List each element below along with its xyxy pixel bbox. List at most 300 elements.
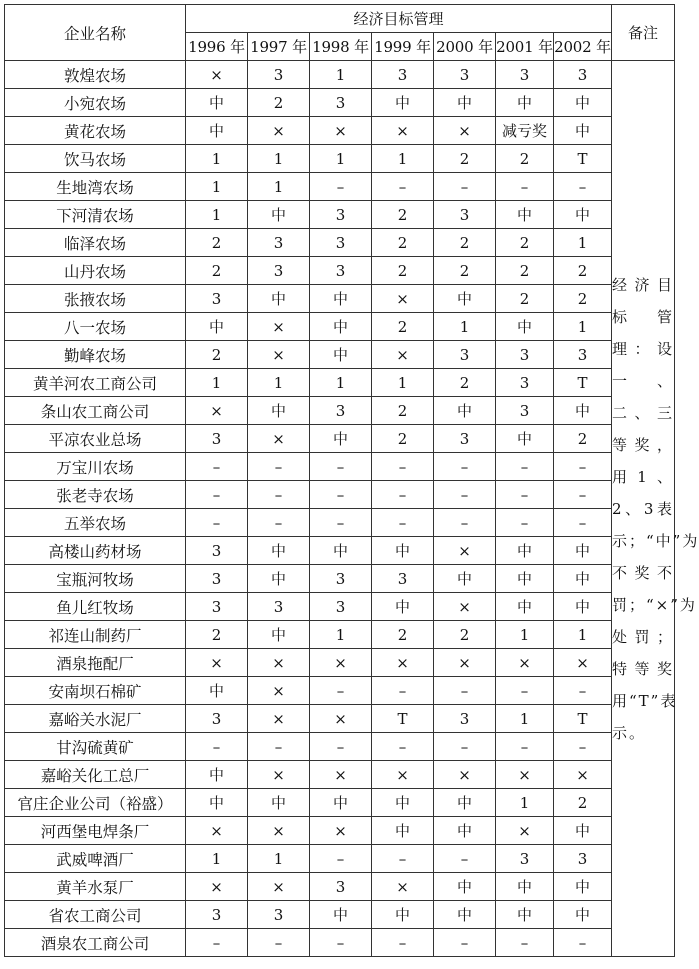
rating-cell: × [310,649,372,677]
rating-cell: 3 [186,285,248,313]
rating-cell: 1 [310,621,372,649]
rating-cell: 中 [496,901,554,929]
rating-cell: 中 [554,89,612,117]
company-name-cell: 张老寺农场 [5,481,186,509]
rating-cell: 3 [554,341,612,369]
rating-cell: – [186,929,248,957]
rating-cell: – [310,173,372,201]
rating-cell: × [248,117,310,145]
rating-cell: × [310,817,372,845]
rating-cell: 中 [496,201,554,229]
rating-cell: – [434,929,496,957]
rating-cell: 2 [186,257,248,285]
rating-cell: – [434,173,496,201]
rating-cell: 2 [248,89,310,117]
rating-cell: × [496,817,554,845]
company-name-cell: 甘沟硫黄矿 [5,733,186,761]
rating-cell: – [554,481,612,509]
header-remark: 备注 [612,5,675,61]
rating-cell: 中 [310,341,372,369]
rating-cell: 3 [434,425,496,453]
table-row [5,621,675,649]
header-company-name: 企业名称 [5,5,186,61]
rating-cell: × [248,677,310,705]
table-row [5,89,675,117]
company-name-cell: 饮马农场 [5,145,186,173]
rating-cell: 中 [434,873,496,901]
rating-cell: – [310,733,372,761]
company-name-cell: 平凉农业总场 [5,425,186,453]
company-name-cell: 条山农工商公司 [5,397,186,425]
rating-cell: 1 [186,145,248,173]
rating-cell: × [248,705,310,733]
rating-cell: – [372,929,434,957]
rating-cell: 2 [496,145,554,173]
rating-cell: 中 [186,677,248,705]
rating-cell: – [554,677,612,705]
rating-cell: 中 [434,901,496,929]
table-row [5,145,675,173]
rating-cell: 中 [372,89,434,117]
header-year-0: 1996 年 [186,33,248,61]
rating-cell: 3 [186,705,248,733]
company-name-cell: 安南坝石棉矿 [5,677,186,705]
rating-cell: 1 [186,201,248,229]
table-row [5,649,675,677]
rating-cell: T [554,369,612,397]
rating-cell: – [554,929,612,957]
rating-cell: 3 [434,705,496,733]
rating-cell: T [554,145,612,173]
rating-cell: 3 [186,901,248,929]
rating-cell: 中 [496,89,554,117]
rating-cell: 3 [248,901,310,929]
rating-cell: 3 [496,61,554,89]
table-row [5,677,675,705]
company-name-cell: 下河清农场 [5,201,186,229]
rating-cell: 3 [248,61,310,89]
rating-cell: 1 [310,145,372,173]
remark-cell [612,61,699,957]
rating-cell: 3 [372,565,434,593]
rating-cell: × [496,761,554,789]
company-name-cell: 临泽农场 [5,229,186,257]
rating-cell: 中 [554,537,612,565]
rating-cell: × [248,817,310,845]
rating-cell: 3 [310,873,372,901]
rating-cell: 2 [434,229,496,257]
rating-cell: 中 [248,565,310,593]
company-name-cell: 省农工商公司 [5,901,186,929]
company-name-cell: 宝瓶河牧场 [5,565,186,593]
company-name-cell: 鱼儿红牧场 [5,593,186,621]
rating-cell: 1 [248,369,310,397]
rating-cell: – [310,929,372,957]
rating-cell: 1 [496,789,554,817]
rating-cell: – [434,733,496,761]
rating-cell: – [248,733,310,761]
header-year-1: 1997 年 [248,33,310,61]
table-row [5,173,675,201]
rating-cell: 3 [554,845,612,873]
rating-cell: – [496,733,554,761]
rating-cell: 中 [248,789,310,817]
rating-cell: 中 [554,593,612,621]
rating-cell: 2 [434,145,496,173]
rating-cell: 3 [434,201,496,229]
rating-cell: – [248,481,310,509]
rating-cell: × [372,285,434,313]
rating-cell: 2 [496,257,554,285]
company-name-cell: 万宝川农场 [5,453,186,481]
rating-cell: 中 [434,789,496,817]
table-row [5,425,675,453]
rating-cell: 3 [248,229,310,257]
rating-cell: × [186,61,248,89]
rating-cell: × [248,649,310,677]
rating-cell: – [310,677,372,705]
rating-cell: 3 [372,61,434,89]
rating-cell: 3 [554,61,612,89]
rating-cell: 中 [248,201,310,229]
rating-cell: × [434,537,496,565]
rating-cell: 2 [372,313,434,341]
rating-cell: 中 [434,817,496,845]
rating-cell: 3 [186,537,248,565]
rating-cell: 中 [248,397,310,425]
rating-cell: × [248,761,310,789]
table-row [5,705,675,733]
company-name-cell: 黄羊河农工商公司 [5,369,186,397]
rating-cell: × [496,649,554,677]
rating-cell: 3 [310,229,372,257]
rating-cell: 2 [186,229,248,257]
rating-cell: × [310,117,372,145]
rating-cell: – [496,173,554,201]
rating-cell: – [372,453,434,481]
rating-cell: 1 [434,313,496,341]
rating-cell: 2 [554,257,612,285]
rating-cell: – [372,173,434,201]
header-year-3: 1999 年 [372,33,434,61]
company-name-cell: 武威啤酒厂 [5,845,186,873]
company-name-cell: 酒泉拖配厂 [5,649,186,677]
rating-cell: 中 [496,313,554,341]
rating-cell: 3 [186,425,248,453]
rating-cell: 3 [248,257,310,285]
table-row [5,397,675,425]
rating-cell: – [554,453,612,481]
table-row [5,313,675,341]
rating-cell: 2 [372,229,434,257]
rating-cell: 中 [186,117,248,145]
rating-cell: 3 [248,593,310,621]
rating-cell: 1 [554,621,612,649]
rating-cell: – [554,173,612,201]
rating-cell: 中 [496,425,554,453]
rating-cell: 3 [434,341,496,369]
table-row [5,873,675,901]
rating-cell: × [186,873,248,901]
rating-cell: 中 [554,565,612,593]
rating-cell: 1 [496,705,554,733]
table-row [5,481,675,509]
target-management-table [4,4,699,957]
rating-cell: × [372,649,434,677]
rating-cell: 中 [434,397,496,425]
company-name-cell: 五举农场 [5,509,186,537]
rating-cell: 2 [434,257,496,285]
rating-cell: 中 [186,313,248,341]
rating-cell: 减亏奖 [496,117,554,145]
rating-cell: 2 [372,425,434,453]
rating-cell: 3 [310,257,372,285]
rating-cell: 2 [434,369,496,397]
company-name-cell: 酒泉农工商公司 [5,929,186,957]
table-row [5,509,675,537]
rating-cell: 1 [186,369,248,397]
rating-cell: × [248,313,310,341]
rating-cell: T [372,705,434,733]
rating-cell: 3 [434,61,496,89]
rating-cell: 中 [496,565,554,593]
rating-cell: – [434,509,496,537]
rating-cell: – [496,453,554,481]
rating-cell: 中 [372,789,434,817]
rating-cell: × [248,873,310,901]
rating-cell: 1 [554,313,612,341]
rating-cell: 1 [186,173,248,201]
rating-cell: 3 [310,89,372,117]
rating-cell: – [186,481,248,509]
rating-cell: – [554,509,612,537]
rating-cell: 1 [372,369,434,397]
rating-cell: 1 [248,173,310,201]
rating-cell: 中 [310,313,372,341]
rating-cell: 中 [372,537,434,565]
rating-cell: – [186,453,248,481]
rating-cell: × [434,761,496,789]
rating-cell: 中 [372,901,434,929]
rating-cell: T [554,705,612,733]
table-row [5,733,675,761]
rating-cell: 2 [186,621,248,649]
rating-cell: × [186,649,248,677]
rating-cell: × [434,117,496,145]
table-row [5,845,675,873]
rating-cell: × [554,761,612,789]
table-row [5,201,675,229]
rating-cell: × [310,761,372,789]
rating-cell: × [434,593,496,621]
rating-cell: 1 [310,369,372,397]
rating-cell: – [372,677,434,705]
header-economic-target: 经济目标管理 [186,5,612,33]
rating-cell: × [434,649,496,677]
rating-cell: 中 [554,201,612,229]
company-name-cell: 官庄企业公司（裕盛） [5,789,186,817]
rating-cell: – [186,509,248,537]
rating-cell: 1 [186,845,248,873]
rating-cell: × [372,341,434,369]
table-row [5,117,675,145]
rating-cell: – [496,481,554,509]
rating-cell: 中 [554,817,612,845]
company-name-cell: 山丹农场 [5,257,186,285]
company-name-cell: 嘉峪关化工总厂 [5,761,186,789]
rating-cell: 2 [434,621,496,649]
rating-cell: 中 [248,285,310,313]
rating-cell: – [434,453,496,481]
remark-text: 经济目标管理：设一、二、三等奖，用1、2、3表示；“中”为不奖不罚；“×”为处罚；特等奖用“T”表示。 [612,275,699,742]
rating-cell: – [186,733,248,761]
rating-cell: × [554,649,612,677]
rating-cell: 1 [248,145,310,173]
rating-cell: 中 [434,89,496,117]
rating-cell: 中 [372,817,434,845]
rating-cell: – [372,509,434,537]
rating-cell: 3 [496,397,554,425]
rating-cell: – [372,481,434,509]
company-name-cell: 祁连山制药厂 [5,621,186,649]
company-name-cell: 河西堡电焊条厂 [5,817,186,845]
rating-cell: 2 [554,285,612,313]
rating-cell: 中 [496,873,554,901]
rating-cell: 2 [372,397,434,425]
company-name-cell: 黄花农场 [5,117,186,145]
table-row [5,537,675,565]
rating-cell: 中 [310,537,372,565]
rating-cell: × [186,817,248,845]
rating-cell: × [248,341,310,369]
table-row [5,593,675,621]
rating-cell: 中 [554,901,612,929]
rating-cell: – [434,845,496,873]
rating-cell: 中 [434,285,496,313]
company-name-cell: 小宛农场 [5,89,186,117]
rating-cell: 中 [554,117,612,145]
rating-cell: 中 [186,89,248,117]
rating-cell: – [434,481,496,509]
table-row [5,929,675,957]
table-row [5,369,675,397]
company-name-cell: 八一农场 [5,313,186,341]
rating-cell: 中 [310,285,372,313]
rating-cell: 中 [434,565,496,593]
rating-cell: 中 [310,789,372,817]
rating-cell: – [310,453,372,481]
rating-cell: – [248,509,310,537]
table-row [5,61,675,89]
rating-cell: × [372,873,434,901]
table-row [5,453,675,481]
rating-cell: 2 [496,285,554,313]
rating-cell: 2 [372,257,434,285]
rating-cell: – [496,929,554,957]
rating-cell: – [496,509,554,537]
table-row [5,901,675,929]
rating-cell: 3 [310,201,372,229]
rating-cell: – [310,481,372,509]
rating-cell: 中 [554,873,612,901]
rating-cell: 3 [310,593,372,621]
rating-cell: 3 [186,565,248,593]
rating-cell: 1 [554,229,612,257]
company-name-cell: 勤峰农场 [5,341,186,369]
header-year-5: 2001 年 [496,33,554,61]
rating-cell: 2 [372,621,434,649]
rating-cell: – [248,929,310,957]
rating-cell: 3 [496,341,554,369]
rating-cell: 2 [496,229,554,257]
rating-cell: 3 [496,369,554,397]
table-row [5,761,675,789]
rating-cell: – [496,677,554,705]
header-year-4: 2000 年 [434,33,496,61]
rating-cell: 3 [310,565,372,593]
rating-cell: × [372,117,434,145]
rating-cell: 中 [496,537,554,565]
rating-cell: 中 [310,425,372,453]
rating-cell: 中 [310,901,372,929]
company-name-cell: 生地湾农场 [5,173,186,201]
rating-cell: 中 [186,789,248,817]
rating-cell: 中 [248,537,310,565]
table-row [5,257,675,285]
table-row [5,817,675,845]
company-name-cell: 嘉峪关水泥厂 [5,705,186,733]
rating-cell: 1 [372,145,434,173]
rating-cell: 2 [554,425,612,453]
rating-cell: × [248,425,310,453]
table-row [5,341,675,369]
rating-cell: – [310,845,372,873]
rating-cell: × [186,397,248,425]
rating-cell: – [554,733,612,761]
rating-cell: – [248,453,310,481]
rating-cell: 1 [248,845,310,873]
rating-cell: 2 [186,341,248,369]
rating-cell: 3 [310,397,372,425]
rating-cell: – [434,677,496,705]
table-row [5,789,675,817]
company-name-cell: 高楼山药材场 [5,537,186,565]
rating-cell: 1 [310,61,372,89]
rating-cell: – [372,845,434,873]
rating-cell: × [310,705,372,733]
rating-cell: 中 [372,593,434,621]
company-name-cell: 敦煌农场 [5,61,186,89]
rating-cell: – [310,509,372,537]
rating-cell: 中 [186,761,248,789]
header-year-2: 1998 年 [310,33,372,61]
rating-cell: 3 [186,593,248,621]
rating-cell: 中 [248,621,310,649]
rating-cell: – [372,733,434,761]
rating-cell: 中 [554,397,612,425]
rating-cell: 1 [496,621,554,649]
rating-cell: 2 [554,789,612,817]
table-row [5,285,675,313]
company-name-cell: 黄羊水泵厂 [5,873,186,901]
table-row [5,565,675,593]
rating-cell: 中 [496,593,554,621]
company-name-cell: 张掖农场 [5,285,186,313]
table-row [5,229,675,257]
rating-cell: 3 [496,845,554,873]
rating-cell: × [372,761,434,789]
rating-cell: 2 [372,201,434,229]
